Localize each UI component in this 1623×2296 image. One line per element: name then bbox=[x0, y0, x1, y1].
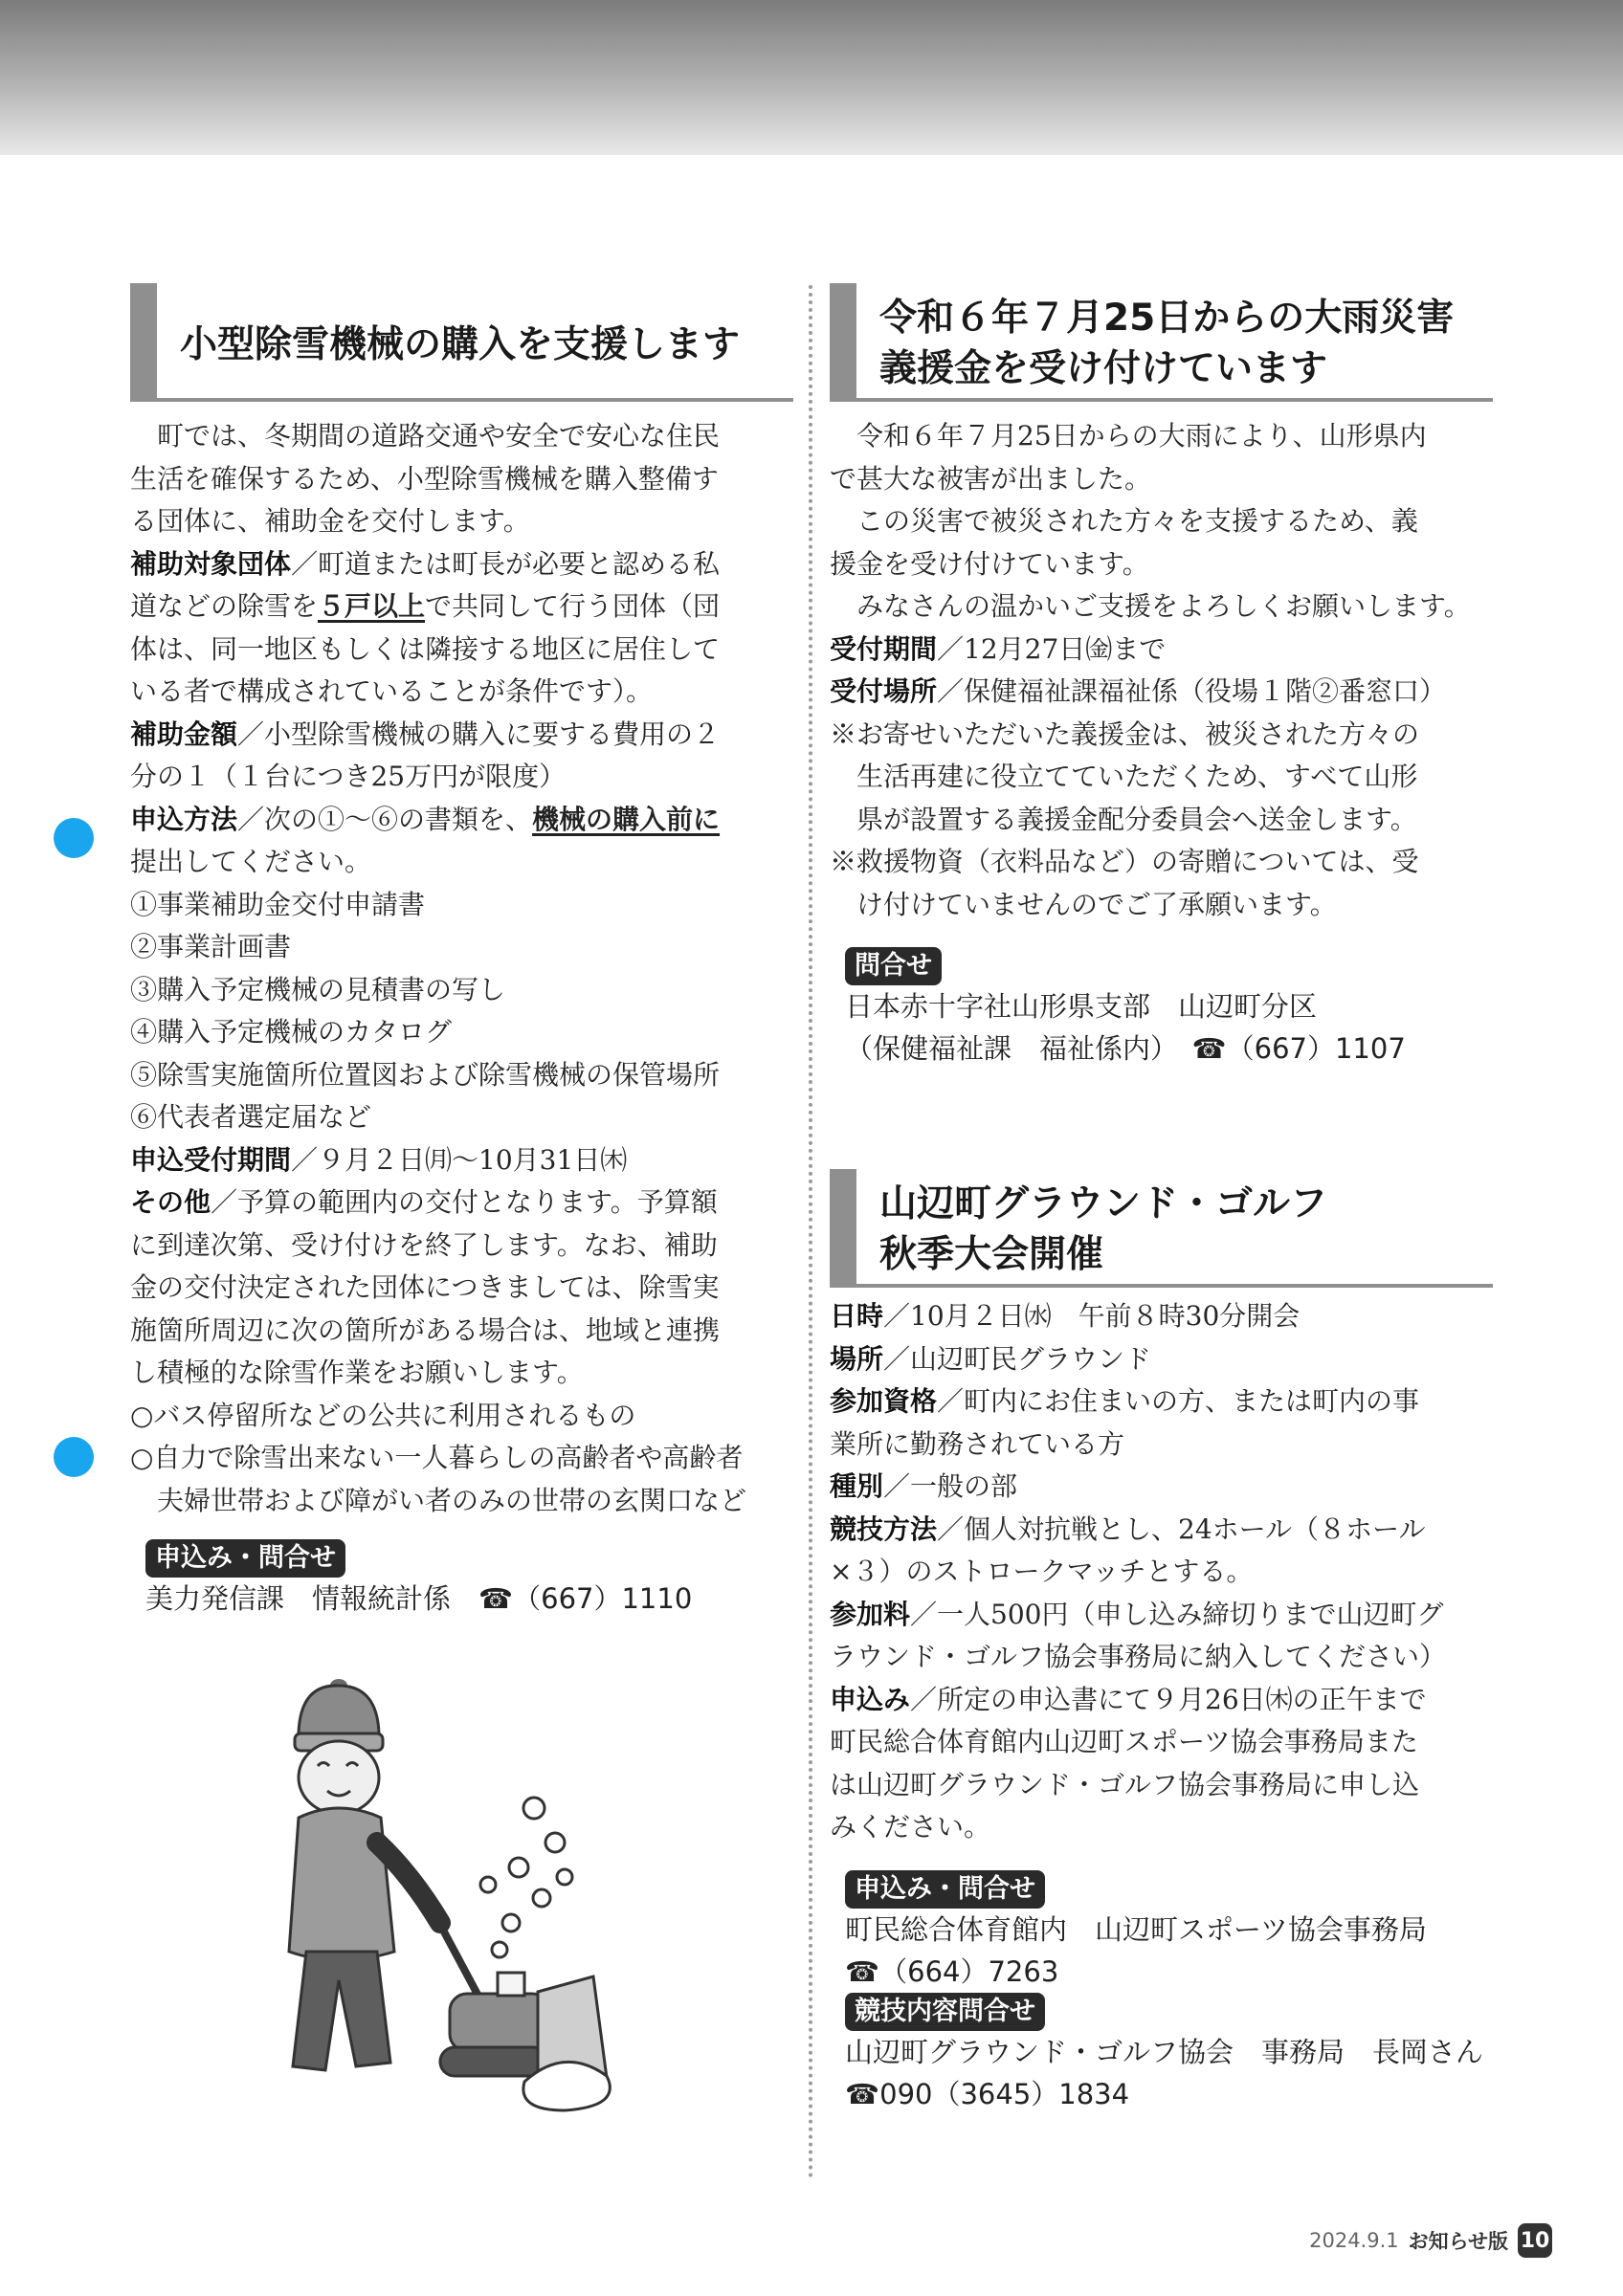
column-divider bbox=[809, 285, 812, 2179]
issue-date: 2024.9.1 bbox=[1309, 2229, 1399, 2252]
method-line bbox=[130, 799, 793, 842]
snow-removal-article bbox=[130, 283, 793, 1620]
other-line: 施箇所周辺に次の箇所がある場合は、地域と連携 bbox=[130, 1314, 721, 1346]
golf-rules-contact-phone: ☎090（3645）1834 bbox=[845, 2077, 1130, 2110]
other-line: 金の交付決定された団体につきましては、除雪実 bbox=[130, 1271, 720, 1303]
amount-label: 補助金額 bbox=[130, 718, 238, 750]
donation-title: 義援金を受け付けています bbox=[879, 347, 1328, 390]
bullet-item: ○バス停留所などの公共に利用されるもの bbox=[130, 1399, 636, 1431]
donation-note: ※救援物資（衣料品など）の寄贈については、受 bbox=[830, 846, 1419, 877]
bullet-item: ○自力で除雪出来ない一人暮らしの高齢者や高齢者 bbox=[130, 1442, 744, 1473]
method-text: ／次の①～⑥の書類を、 bbox=[237, 803, 533, 835]
golf-apply-text: ／所定の申込書にて９月26日㈭の正午まで bbox=[910, 1683, 1427, 1715]
document-item: ③購入予定機械の見積書の写し bbox=[130, 973, 506, 1005]
amount-line bbox=[130, 714, 793, 757]
golf-eligibility-text: ／町内にお住まいの方、または町内の事 bbox=[937, 1385, 1420, 1417]
document-item: ④購入予定機械のカタログ bbox=[130, 1016, 453, 1048]
donation-body-line: みなさんの温かいご支援をよろしくお願いします。 bbox=[856, 590, 1471, 622]
golf-eligibility-line bbox=[830, 1380, 1493, 1424]
golf-rules-contact: 山辺町グラウンド・ゴルフ協会 事務局 長岡さん bbox=[845, 2035, 1484, 2068]
golf-eligibility-line: 業所に勤務されている方 bbox=[830, 1427, 1125, 1460]
method-line: 提出してください。 bbox=[130, 846, 372, 877]
golf-date-label: 日時 bbox=[830, 1300, 884, 1332]
golf-fee-line bbox=[830, 1594, 1493, 1637]
donation-contact-label: 問合せ bbox=[845, 947, 942, 985]
eligibility-text: で共同して行う団体（団 bbox=[425, 590, 721, 622]
period-label: 申込受付期間 bbox=[130, 1143, 292, 1176]
donation-place-text: ／保健福祉課福祉係（役場１階②番窓口） bbox=[937, 675, 1447, 707]
eligibility-text: ／町道または町長が必要と認める私 bbox=[291, 547, 721, 580]
golf-contact: 町民総合体育館内 山辺町スポーツ協会事務局 bbox=[845, 1912, 1427, 1946]
golf-title: 山辺町グラウンド・ゴルフ bbox=[879, 1182, 1328, 1225]
donation-period-text: ／12月27日㈮まで bbox=[937, 632, 1167, 665]
amount-line: 分の１（１台につき25万円が限度） bbox=[130, 761, 567, 792]
donation-body-line: この災害で被災された方々を支援するため、義 bbox=[856, 505, 1418, 537]
golf-apply-line: は山辺町グラウンド・ゴルフ協会事務局に申し込 bbox=[830, 1768, 1420, 1800]
donation-note: ※お寄せいただいた義援金は、被災された方々の bbox=[830, 718, 1420, 750]
intro-line: 生活を確保するため、小型除雪機械を購入整備す bbox=[130, 462, 719, 495]
donation-note-continued: 県が設置する義援金配分委員会へ送金します。 bbox=[856, 803, 1417, 835]
snow-removal-title: 小型除雪機械の購入を支援します bbox=[180, 323, 741, 366]
golf-rules-contact-label: 競技内容問合せ bbox=[845, 1993, 1045, 2031]
other-line: し積極的な除雪作業をお願いします。 bbox=[130, 1357, 584, 1388]
snow-contact: 美力発信課 情報統計係 ☎（667）1110 bbox=[145, 1582, 693, 1615]
golf-title: 秋季大会開催 bbox=[879, 1233, 1104, 1276]
donation-period-label: 受付期間 bbox=[830, 632, 938, 665]
golf-place-line bbox=[830, 1338, 1493, 1381]
eligibility-label: 補助対象団体 bbox=[130, 547, 292, 580]
eligibility-line bbox=[130, 585, 793, 629]
golf-category-label: 種別 bbox=[830, 1470, 884, 1502]
right-column bbox=[830, 283, 1493, 2115]
golf-place-label: 場所 bbox=[830, 1342, 884, 1375]
golf-category-text: ／一般の部 bbox=[883, 1470, 1018, 1502]
snow-removal-heading bbox=[130, 283, 793, 402]
page-footer bbox=[1309, 2221, 1552, 2260]
donation-note-continued: け付けていませんのでご了承願います。 bbox=[856, 888, 1337, 920]
document-item: ⑤除雪実施箇所位置図および除雪機械の保管場所 bbox=[130, 1058, 721, 1091]
intro-line: 町では、冬期間の道路交通や安全で安心な住民 bbox=[157, 420, 721, 452]
period-text: ／９月２日㈪～10月31日㈭ bbox=[291, 1143, 628, 1176]
header-band bbox=[0, 0, 1623, 155]
golf-method-line: ×３）のストロークマッチとする。 bbox=[830, 1556, 1254, 1587]
eligibility-line bbox=[130, 543, 793, 586]
donation-body-line: 令和６年７月25日からの大雨により、山形県内 bbox=[856, 420, 1427, 452]
golf-fee-label: 参加料 bbox=[830, 1598, 911, 1630]
other-text: ／予算の範囲内の交付となります。予算額 bbox=[211, 1186, 718, 1218]
snow-contact-label: 申込み・問合せ bbox=[145, 1539, 345, 1578]
donation-heading bbox=[830, 283, 1493, 402]
other-label: その他 bbox=[130, 1186, 211, 1218]
page-number: 10 bbox=[1518, 2223, 1552, 2258]
document-item: ⑥代表者選定届など bbox=[130, 1101, 372, 1133]
golf-contact-phone: ☎（664）7263 bbox=[845, 1954, 1059, 1988]
golf-apply-line: 町民総合体育館内山辺町スポーツ協会事務局また bbox=[830, 1726, 1418, 1757]
section-marker-dot bbox=[54, 1437, 94, 1477]
donation-contact: （保健福祉課 福祉係内） ☎（667）1107 bbox=[845, 1032, 1406, 1065]
snowblower-illustration bbox=[278, 1665, 622, 2124]
eligibility-line: 体は、同一地区もしくは隣接する地区に居住して bbox=[130, 632, 721, 665]
golf-place-text: ／山辺町民グラウンド bbox=[883, 1342, 1152, 1375]
publication-name: お知らせ版 bbox=[1408, 2230, 1508, 2253]
eligibility-text: 道などの除雪を bbox=[130, 590, 319, 622]
golf-apply-line: みください。 bbox=[830, 1811, 991, 1843]
donation-place-line bbox=[830, 671, 1493, 714]
minimum-households: ５戸以上 bbox=[318, 590, 426, 622]
golf-fee-line: ラウンド・ゴルフ協会事務局に納入してください） bbox=[830, 1641, 1447, 1672]
section-marker-dot bbox=[54, 818, 94, 858]
golf-method-text: ／個人対抗戦とし、24ホール（８ホール bbox=[937, 1512, 1426, 1545]
bullet-item-continued: 夫婦世帯および障がい者のみの世帯の玄関口など bbox=[157, 1484, 747, 1516]
other-line bbox=[130, 1181, 793, 1225]
golf-method-label: 競技方法 bbox=[830, 1512, 938, 1545]
donation-contact: 日本赤十字社山形県支部 山辺町分区 bbox=[845, 990, 1318, 1023]
golf-apply-label: 申込み bbox=[830, 1683, 911, 1715]
golf-date-text: ／10月２日㈬ 午前８時30分開会 bbox=[883, 1300, 1301, 1332]
other-line: に到達次第、受け付けを終了します。なお、補助 bbox=[130, 1228, 718, 1261]
golf-heading bbox=[830, 1169, 1493, 1288]
golf-method-line bbox=[830, 1509, 1493, 1552]
donation-title: 令和６年７月25日からの大雨災害 bbox=[879, 297, 1455, 340]
golf-fee-text: ／一人500円（申し込み締切りまで山辺町グ bbox=[910, 1598, 1444, 1630]
golf-date-line bbox=[830, 1295, 1493, 1338]
golf-contact-label: 申込み・問合せ bbox=[845, 1870, 1045, 1909]
method-label: 申込方法 bbox=[130, 803, 238, 835]
golf-apply-line bbox=[830, 1679, 1493, 1722]
intro-line: る団体に、補助金を交付します。 bbox=[130, 505, 530, 537]
donation-place-label: 受付場所 bbox=[830, 675, 938, 707]
golf-eligibility-label: 参加資格 bbox=[830, 1385, 938, 1417]
donation-note-continued: 生活再建に役立てていただくため、すべて山形 bbox=[856, 761, 1418, 792]
document-item: ①事業補助金交付申請書 bbox=[130, 888, 426, 920]
document-item: ②事業計画書 bbox=[130, 931, 292, 962]
period-line bbox=[130, 1139, 793, 1182]
golf-category-line bbox=[830, 1466, 1493, 1509]
before-purchase-note: 機械の購入前に bbox=[532, 803, 721, 835]
donation-body-line: 援金を受け付けています。 bbox=[830, 547, 1149, 580]
donation-period-line bbox=[830, 629, 1493, 672]
donation-body-line: で甚大な被害が出ました。 bbox=[830, 462, 1152, 495]
amount-text: ／小型除雪機械の購入に要する費用の２ bbox=[237, 718, 721, 750]
eligibility-line: いる者で構成されていることが条件です）。 bbox=[130, 675, 654, 707]
